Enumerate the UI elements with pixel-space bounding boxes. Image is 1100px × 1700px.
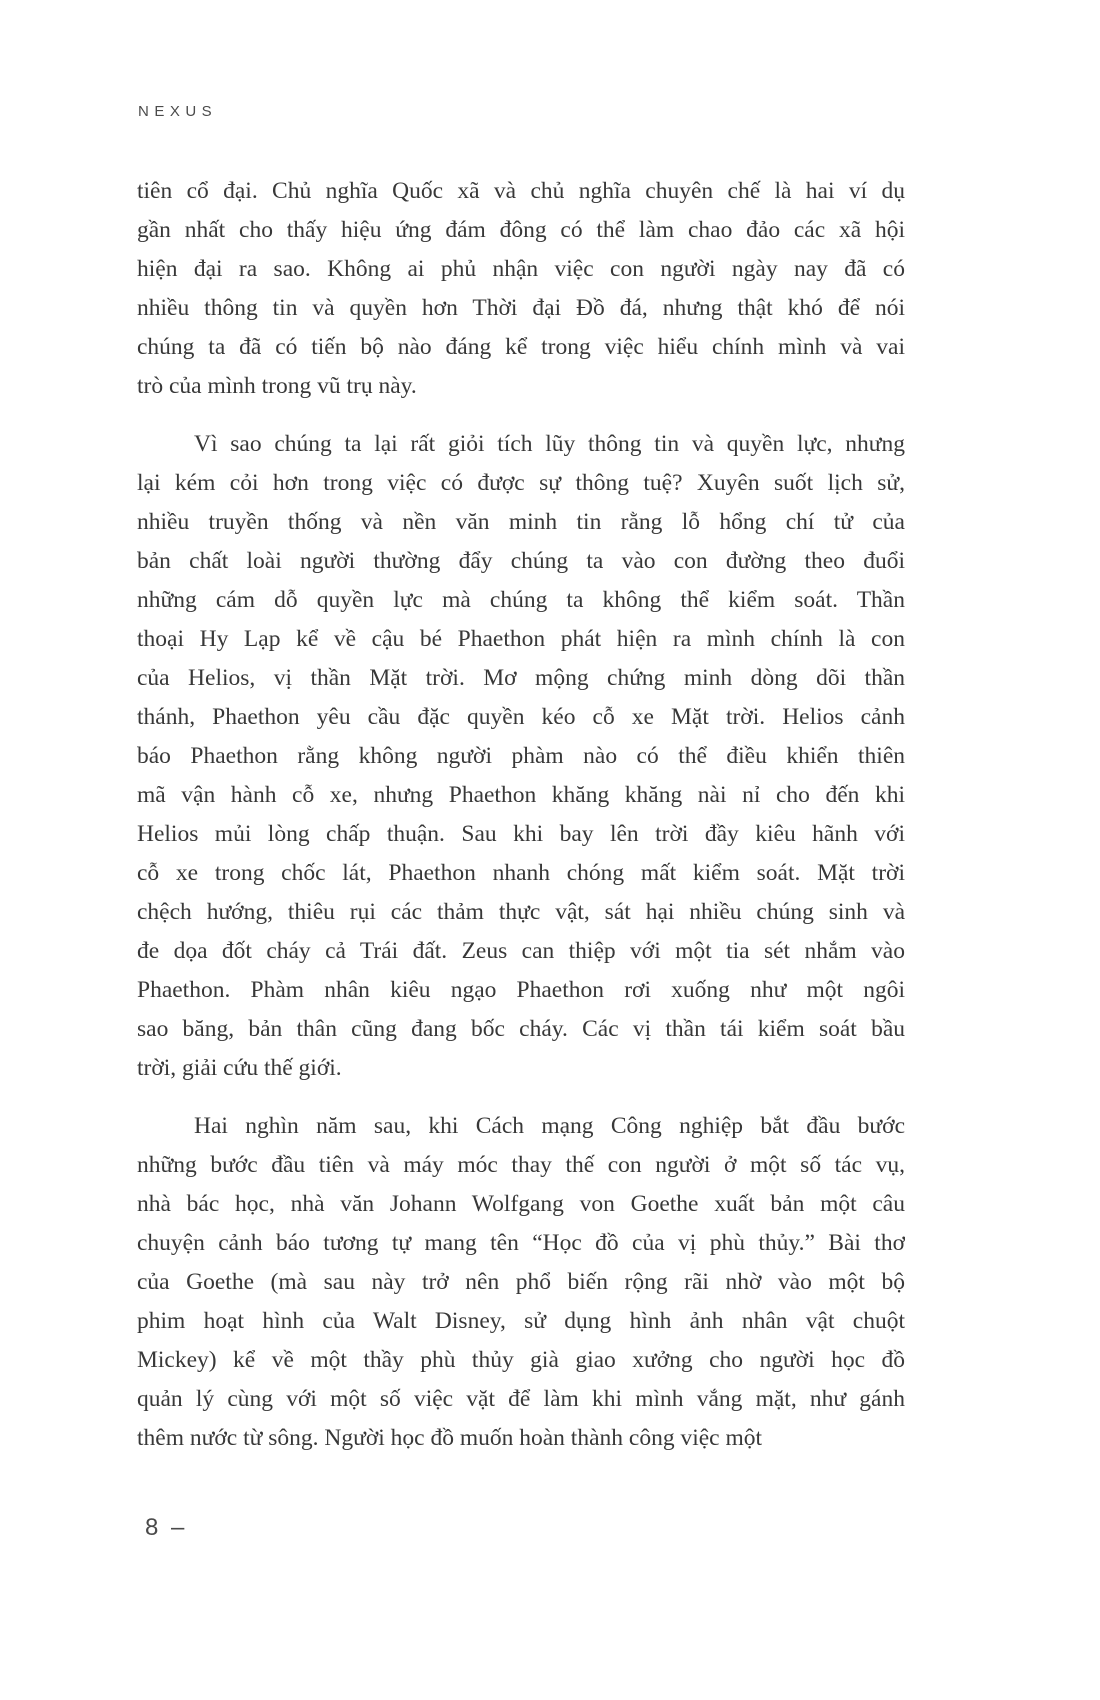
text-line: của Helios, vị thần Mặt trời. Mơ mộng chứng minh dòng dõi thần bbox=[137, 665, 905, 691]
text-line: chệch hướng, thiêu rụi các thảm thực vật, sát hại nhiều chúng sinh và bbox=[137, 899, 905, 925]
text-line: nhiều thông tin và quyền hơn Thời đại Đồ đá, nhưng thật khó để nói bbox=[137, 295, 905, 321]
page-number: 8 – bbox=[145, 1514, 188, 1541]
text-line: thoại Hy Lạp kể về cậu bé Phaethon phát hiện ra mình chính là con bbox=[137, 626, 905, 652]
text-line: bản chất loài người thường đẩy chúng ta vào con đường theo đuổi bbox=[137, 548, 905, 574]
text-line: trời, giải cứu thế giới. bbox=[137, 1055, 342, 1081]
text-line: Hai nghìn năm sau, khi Cách mạng Công nghiệp bắt đầu bước bbox=[194, 1113, 905, 1139]
text-line: phim hoạt hình của Walt Disney, sử dụng hình ảnh nhân vật chuột bbox=[137, 1308, 905, 1334]
text-line: gần nhất cho thấy hiệu ứng đám đông có thể làm chao đảo các xã hội bbox=[137, 217, 905, 243]
text-line: hiện đại ra sao. Không ai phủ nhận việc con người ngày nay đã có bbox=[137, 256, 905, 282]
running-header bbox=[138, 103, 217, 120]
body-text bbox=[137, 172, 905, 1458]
text-line: những bước đầu tiên và máy móc thay thế con người ở một số tác vụ, bbox=[137, 1152, 905, 1178]
text-line: thêm nước từ sông. Người học đồ muốn hoàn thành công việc một bbox=[137, 1425, 763, 1451]
text-line: thánh, Phaethon yêu cầu đặc quyền kéo cỗ xe Mặt trời. Helios cảnh bbox=[137, 704, 905, 730]
paragraph bbox=[137, 1107, 905, 1458]
text-line: những cám dỗ quyền lực mà chúng ta không thể kiểm soát. Thần bbox=[137, 587, 905, 613]
text-line: báo Phaethon rằng không người phàm nào có thể điều khiển thiên bbox=[137, 743, 905, 769]
paragraph bbox=[137, 425, 905, 1088]
text-line: Mickey) kể về một thầy phù thủy già giao xưởng cho người học đồ bbox=[137, 1347, 905, 1373]
text-line: trò của mình trong vũ trụ này. bbox=[137, 373, 417, 399]
text-line: sao băng, bản thân cũng đang bốc cháy. Các vị thần tái kiểm soát bầu bbox=[137, 1016, 905, 1042]
text-line: quản lý cùng với một số việc vặt để làm khi mình vắng mặt, như gánh bbox=[137, 1386, 905, 1412]
text-line: tiên cổ đại. Chủ nghĩa Quốc xã và chủ nghĩa chuyên chế là hai ví dụ bbox=[137, 178, 905, 204]
text-line: Vì sao chúng ta lại rất giỏi tích lũy thông tin và quyền lực, nhưng bbox=[194, 431, 905, 457]
text-line: cỗ xe trong chốc lát, Phaethon nhanh chóng mất kiểm soát. Mặt trời bbox=[137, 860, 905, 886]
text-line: đe dọa đốt cháy cả Trái đất. Zeus can thiệp với một tia sét nhắm vào bbox=[137, 938, 905, 964]
book-title: NEXUS bbox=[138, 103, 218, 120]
paragraph bbox=[137, 172, 905, 406]
text-line: chúng ta đã có tiến bộ nào đáng kể trong việc hiểu chính mình và vai bbox=[137, 334, 905, 360]
text-line: mã vận hành cỗ xe, nhưng Phaethon khăng khăng nài nỉ cho đến khi bbox=[137, 782, 905, 808]
text-line: Phaethon. Phàm nhân kiêu ngạo Phaethon rơi xuống như một ngôi bbox=[137, 977, 905, 1003]
text-line: nhà bác học, nhà văn Johann Wolfgang von Goethe xuất bản một câu bbox=[137, 1191, 905, 1217]
text-line: chuyện cảnh báo tương tự mang tên “Học đồ của vị phù thủy.” Bài thơ bbox=[137, 1230, 905, 1256]
text-line: lại kém cỏi hơn trong việc có được sự thông tuệ? Xuyên suốt lịch sử, bbox=[137, 470, 905, 496]
text-line: nhiều truyền thống và nền văn minh tin rằng lỗ hổng chí tử của bbox=[137, 509, 905, 535]
text-line: của Goethe (mà sau này trở nên phổ biến rộng rãi nhờ vào một bộ bbox=[137, 1269, 905, 1295]
page-footer bbox=[145, 1514, 187, 1542]
text-line: Helios mủi lòng chấp thuận. Sau khi bay lên trời đầy kiêu hãnh với bbox=[137, 821, 905, 847]
